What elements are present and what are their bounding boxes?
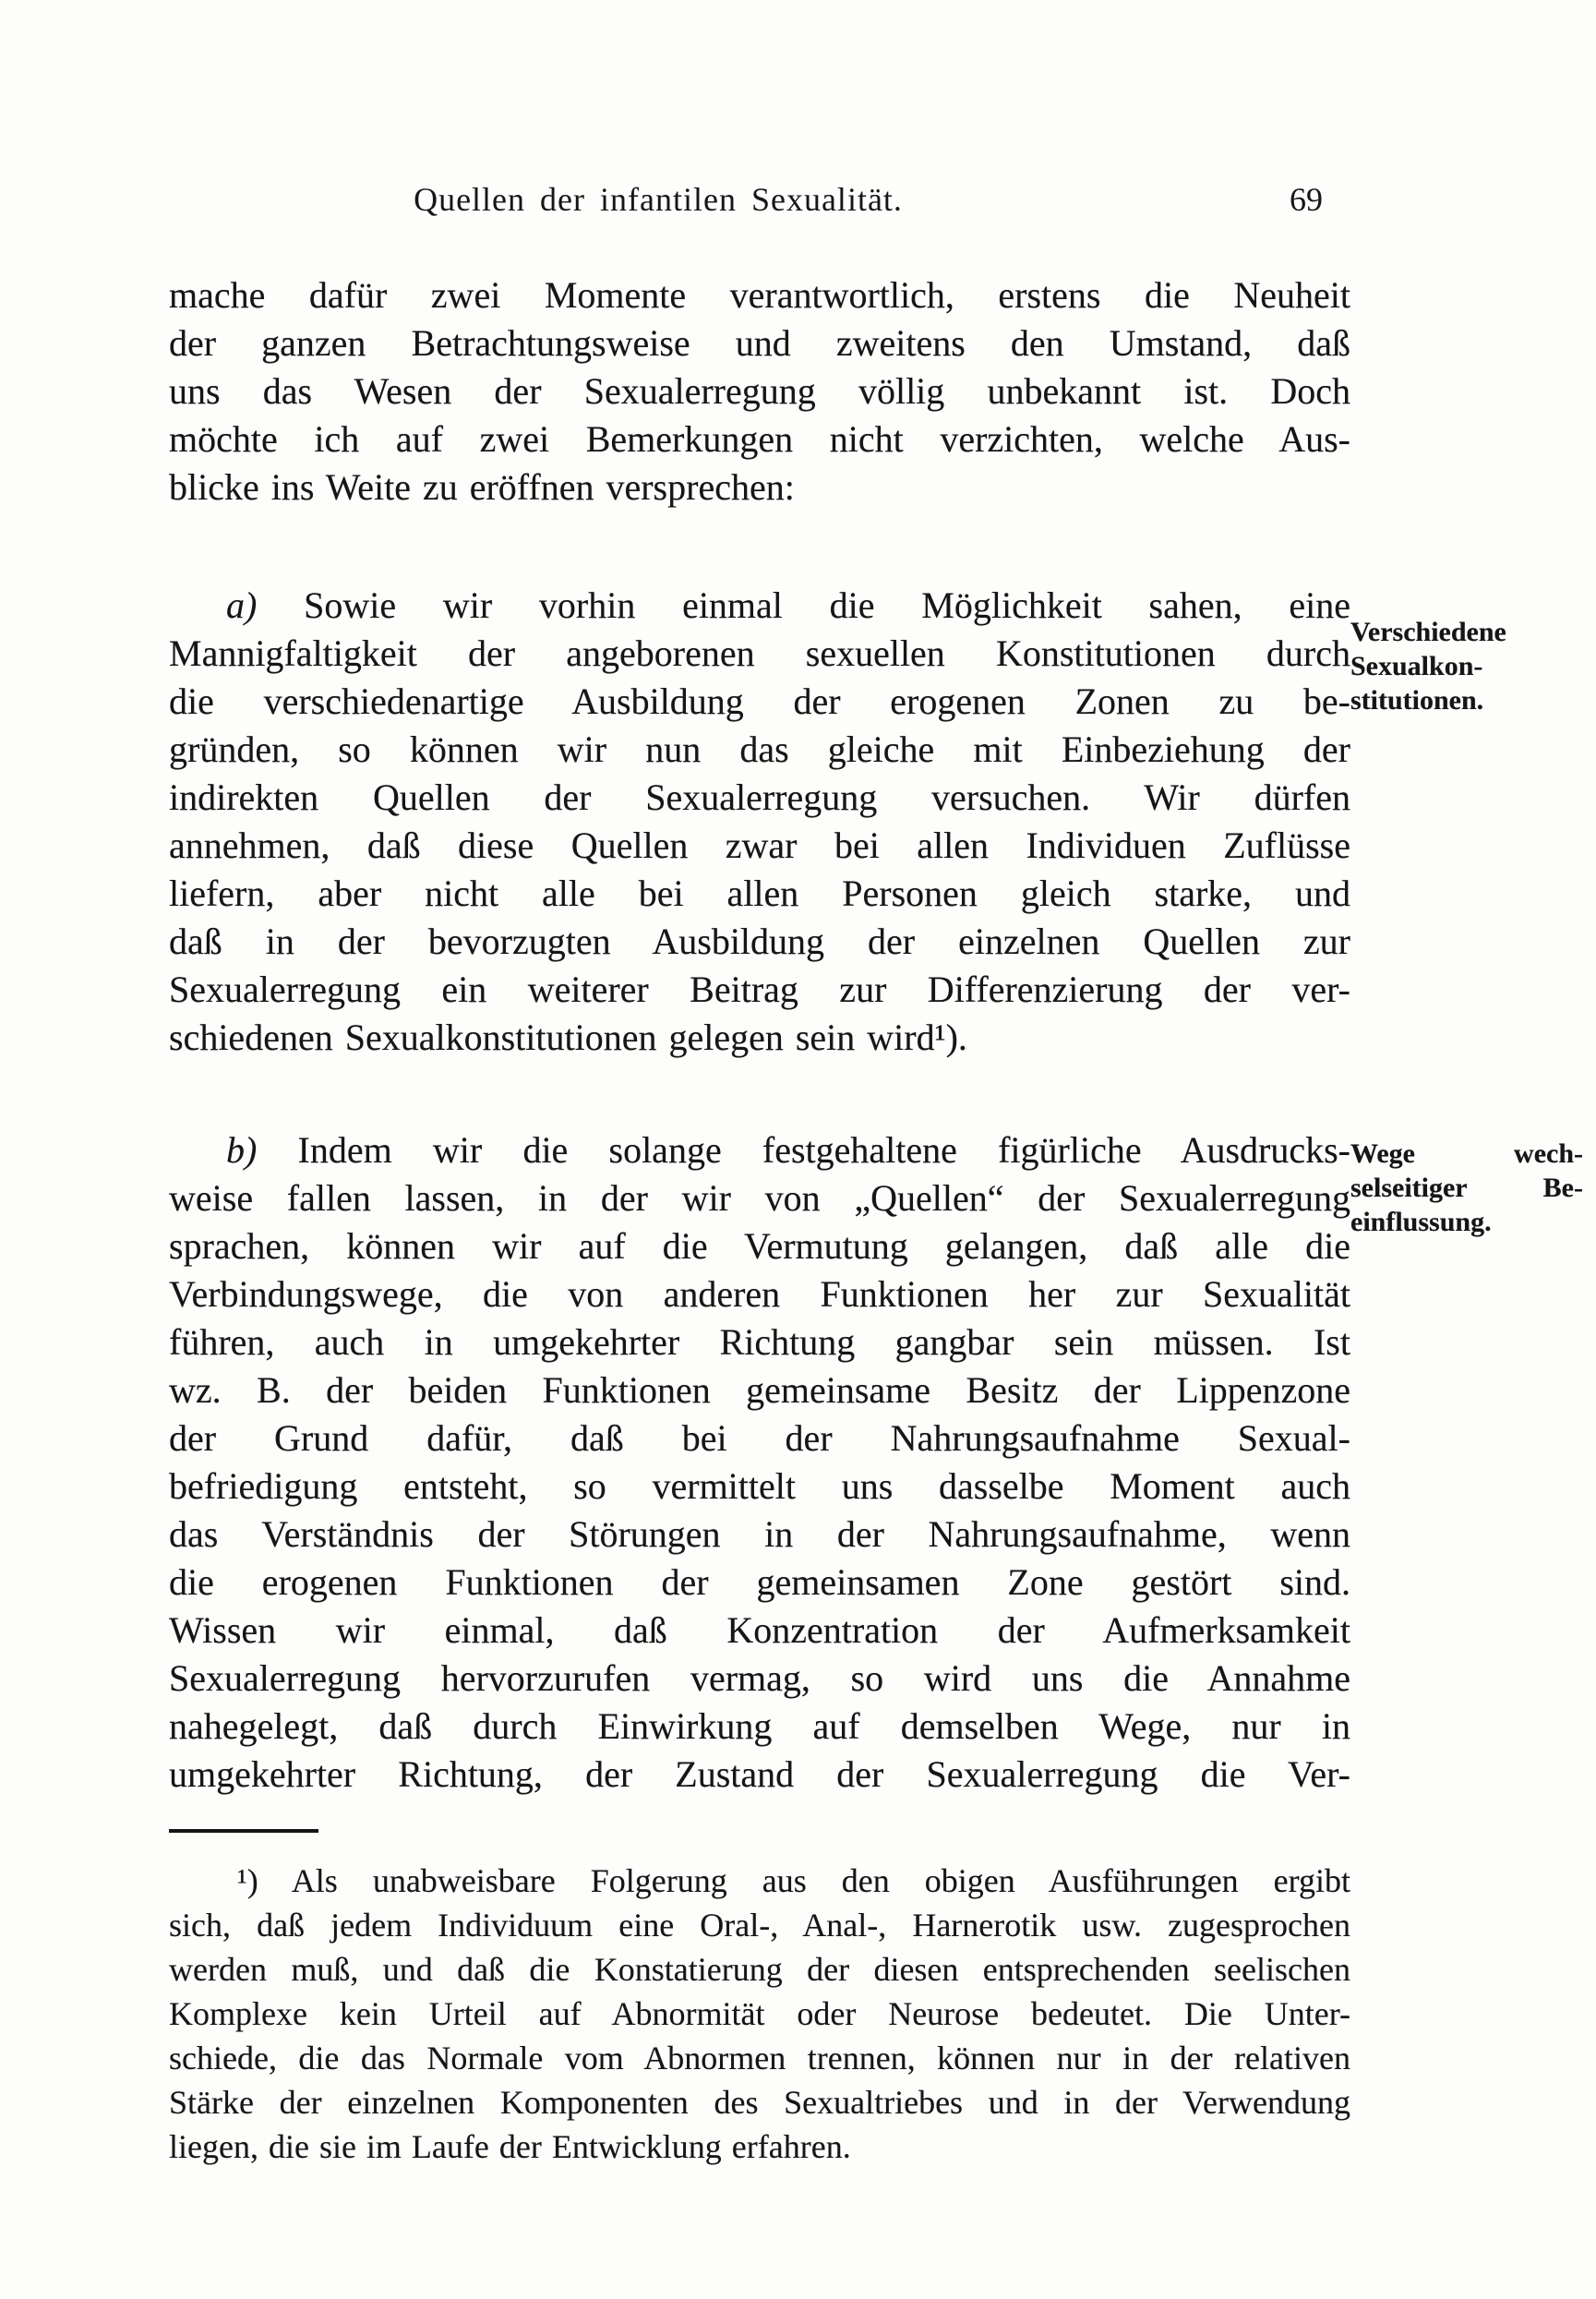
text-line: der ganzen Betrachtungsweise und zweitens den Umstand, daß [169,322,1350,364]
text-line: gründen, so können wir nun das gleiche mit Einbeziehung der [169,728,1350,770]
text-line: Wege wech- [1350,1138,1583,1169]
text-line: a) Sowie wir vorhin einmal die Möglichkeit sahen, eine [226,584,1350,626]
text-line: der Grund dafür, daß bei der Nahrungsaufnahme Sexual- [169,1417,1350,1459]
paragraph-marker: b) [226,1129,258,1171]
text-line: schiede, die das Normale vom Abnormen trennen, können nur in der relativen [169,2040,1350,2076]
paragraph-intro [169,271,1350,512]
text-line: liefern, aber nicht alle bei allen Personen gleich starke, und [169,873,1350,914]
text-line: indirekten Quellen der Sexualerregung versuchen. Wir dürfen [169,776,1350,818]
text-line: annehmen, daß diese Quellen zwar bei allen Individuen Zuflüsse [169,825,1350,866]
text-line: Sexualkon- [1350,651,1483,681]
text-line: b) Indem wir die solange festgehaltene figürliche Ausdrucks- [226,1129,1350,1171]
text-line: das Verständnis der Störungen in der Nahrungsaufnahme, wenn [169,1513,1350,1555]
paragraph-a [169,582,1350,1062]
text-line: selseitiger Be- [1350,1173,1583,1203]
text-line: Verschiedene [1350,617,1506,647]
text-line: schiedenen Sexualkonstitutionen gelegen sein wird¹). [169,1017,967,1058]
text-line: führen, auch in umgekehrter Richtung gangbar sein müssen. Ist [169,1321,1350,1363]
text-line: sprachen, können wir auf die Vermutung gelangen, daß alle die [169,1225,1350,1267]
text-line: nahegelegt, daß durch Einwirkung auf demselben Wege, nur in [169,1705,1350,1747]
text-line: wz. B. der beiden Funktionen gemeinsame Besitz der Lippenzone [169,1369,1350,1411]
text-line: umgekehrter Richtung, der Zustand der Sexualerregung die Ver- [169,1753,1350,1795]
page-title: Quellen der infantilen Sexualität. [414,181,903,218]
text-line: mache dafür zwei Momente verantwortlich, erstens die Neuheit [169,274,1350,316]
text-line: sich, daß jedem Individuum eine Oral-, Anal-, Harnerotik usw. zugesprochen [169,1907,1350,1944]
page-number: 69 [1290,181,1323,218]
paragraph-marker: a) [226,584,258,626]
footnote-separator-rule [169,1829,318,1833]
text-line: daß in der bevorzugten Ausbildung der einzelnen Quellen zur [169,921,1350,962]
text-line: ¹) Als unabweisbare Folgerung aus den obigen Ausführungen ergibt [237,1862,1350,1899]
text-line: befriedigung entsteht, so vermittelt uns dasselbe Moment auch [169,1465,1350,1507]
text-line: die verschiedenartige Ausbildung der erogenen Zonen zu be- [169,680,1350,722]
text-line: stitutionen. [1350,685,1484,716]
text-line: liegen, die sie im Laufe der Entwicklung erfahren. [169,2128,851,2165]
text-line: Sexualerregung hervorzurufen vermag, so wird uns die Annahme [169,1657,1350,1699]
text-line: die erogenen Funktionen der gemeinsamen Zone gestört sind. [169,1561,1350,1603]
text-line: einflussung. [1350,1207,1492,1237]
text-line: blicke ins Weite zu eröffnen versprechen: [169,466,795,508]
text-line: weise fallen lassen, in der wir von „Quellen“ der Sexualerregung [169,1177,1350,1219]
margin-note-wechselseitige-beeinflussung [1350,1137,1583,1239]
text-line: Sexualerregung ein weiterer Beitrag zur Differenzierung der ver- [169,969,1350,1010]
text-line: werden muß, und daß die Konstatierung der diesen entsprechenden seelischen [169,1951,1350,1988]
margin-note-sexualkonstitutionen [1350,615,1583,717]
text-line: Stärke der einzelnen Komponenten des Sexualtriebes und in der Verwendung [169,2084,1350,2121]
text-line: uns das Wesen der Sexualerregung völlig unbekannt ist. Doch [169,370,1350,412]
text-line: Verbindungswege, die von anderen Funktionen her zur Sexualität [169,1273,1350,1315]
text-line: Mannigfaltigkeit der angeborenen sexuellen Konstitutionen durch [169,632,1350,674]
text-line: Wissen wir einmal, daß Konzentration der Aufmerksamkeit [169,1609,1350,1651]
text-line: möchte ich auf zwei Bemerkungen nicht verzichten, welche Aus- [169,418,1350,460]
paragraph-b [169,1126,1350,1799]
text-line: Komplexe kein Urteil auf Abnormität oder Neurose bedeutet. Die Unter- [169,1995,1350,2032]
footnote [169,1859,1350,2169]
